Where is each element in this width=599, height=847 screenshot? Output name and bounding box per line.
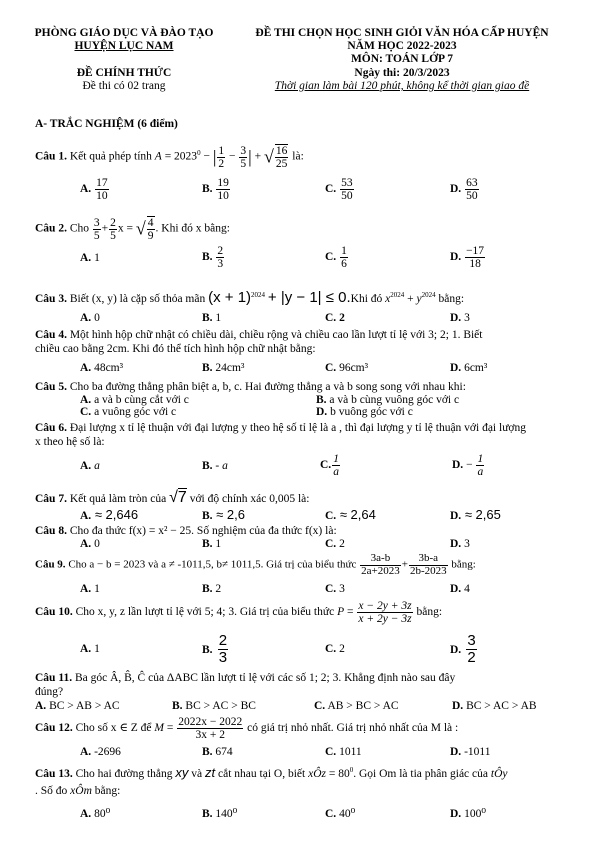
header-exam-date: Ngày thi: 20/3/2023: [354, 67, 450, 79]
question-11: Câu 11. Ba góc Â, B̂, Ĉ của ΔABC lần lượt tỉ lệ với các số 1; 2; 3. Khẳng định nào sau đây đúng?: [35, 672, 456, 698]
q10-option-a[interactable]: A. 1: [80, 643, 100, 655]
q13-option-c[interactable]: C. 40⁰: [325, 808, 356, 820]
question-13: Câu 13. Cho hai đường thẳng xy và zt cắt nhau tại O, biết xÔz = $80^0$. Gọi Om là tia phân giác của tÔy: [35, 765, 508, 780]
header-time: Thời gian làm bài 120 phút, không kể thời gian giao đề: [274, 80, 530, 92]
header-official: ĐỀ CHÍNH THỨC: [76, 67, 172, 79]
q12-option-a[interactable]: A. -2696: [80, 746, 121, 758]
q11-option-d[interactable]: D. BC > AC > AB: [452, 700, 537, 712]
q2-option-d[interactable]: D. $\frac{-17}{18}$: [450, 245, 485, 271]
q10-option-d[interactable]: D. $\frac{3}{2}$: [450, 632, 476, 666]
q4-option-b[interactable]: B. 24cm³: [202, 362, 245, 374]
question-4: Câu 4. Một hình hộp chữ nhật có chiều dài, chiều rộng và chiều cao lần lượt tỉ lệ với 3; 2; 1. Biết chiều cao bằng 2cm. Khi đó thể tích hình hộp chữ nhật bằng:: [35, 329, 483, 355]
question-9: Câu 9. Cho a − b = 2023 và a ≠ -1011,5, b≠ 1011,5. Giá trị của biểu thức $\frac{3a-b}{2a+2023}$ + $\frac{3b-a}{2b-2023}$ bằng:: [35, 552, 476, 577]
q13-option-b[interactable]: B. 140⁰: [202, 808, 238, 820]
q9-option-d[interactable]: D. 4: [450, 583, 470, 595]
q2-option-b[interactable]: B. $\frac{2}{3}$: [202, 245, 224, 271]
q4-option-a[interactable]: A. 48cm³: [80, 362, 124, 374]
q6-option-d[interactable]: D. − $\frac{1}{a}$: [452, 453, 484, 479]
q4-option-c[interactable]: C. 96cm³: [325, 362, 369, 374]
q5-option-b[interactable]: B. a và b cùng vuông góc với c: [316, 394, 460, 406]
q10-option-b[interactable]: B. $\frac{2}{3}$: [202, 632, 228, 666]
question-10: Câu 10. Cho x, y, z lần lượt tỉ lệ với 5; 4; 3. Giá trị của biểu thức P = $\frac{x - 2y + 3z}{x + 2y - 3z}$ bằng:: [35, 600, 443, 626]
q5-option-a[interactable]: A. a và b cùng cắt với c: [80, 394, 189, 406]
question-1: Câu 1. Kết quả phép tính $A = 2023^0$ − | $\frac{1}{2}$ − $\frac{3}{5}$ | + √ $\frac{16}{25}$ là:: [35, 144, 304, 171]
q3-option-a[interactable]: A. 0: [80, 312, 100, 324]
question-2: Câu 2. Cho $\frac{3}{5}$ + $\frac{2}{5}$ x = √ $\frac{4}{9}$ . Khi đó x bằng:: [35, 216, 230, 243]
q3-option-c[interactable]: C. 2: [325, 312, 345, 324]
header-department: PHÒNG GIÁO DỤC VÀ ĐÀO TẠO: [34, 27, 214, 39]
header-subject: MÔN: TOÁN LỚP 7: [350, 53, 454, 65]
q7-option-b[interactable]: B. ≈ 2,6: [202, 507, 245, 522]
q7-option-d[interactable]: D. ≈ 2,65: [450, 507, 501, 522]
q12-option-d[interactable]: D. -1011: [450, 746, 491, 758]
q12-option-c[interactable]: C. 1011: [325, 746, 362, 758]
q6-option-c[interactable]: C. $\frac{1}{a}$: [320, 453, 339, 479]
question-3: Câu 3. Biết (x, y) là cặp số thỏa mãn $(x + 1)^{2024} + |y - 1| \le 0.Khi$ đó $x^{2024} + y^{2024}$ bằng:: [35, 289, 465, 306]
q9-option-b[interactable]: B. 2: [202, 583, 222, 595]
q1-option-d[interactable]: D. $\frac{63}{50}$: [450, 177, 478, 203]
q10-option-c[interactable]: C. 2: [325, 643, 345, 655]
q5-option-c[interactable]: C. a vuông góc với c: [80, 406, 177, 418]
header-school-year: NĂM HỌC 2022-2023: [347, 40, 457, 52]
q9-option-a[interactable]: A. 1: [80, 583, 100, 595]
q11-option-b[interactable]: B. BC > AC > BC: [172, 700, 256, 712]
q8-option-d[interactable]: D. 3: [450, 538, 470, 550]
header-page-count: Đề thi có 02 trang: [82, 80, 166, 92]
q6-option-a[interactable]: A. a: [80, 460, 100, 472]
q3-option-d[interactable]: D. 3: [450, 312, 470, 324]
header-exam-title: ĐỀ THI CHỌN HỌC SINH GIỎI VĂN HÓA CẤP HUYỆN: [255, 27, 549, 39]
q9-option-c[interactable]: C. 3: [325, 583, 345, 595]
q2-option-c[interactable]: C. $\frac{1}{6}$: [325, 245, 347, 271]
question-5: Câu 5. Cho ba đường thẳng phân biệt a, b, c. Hai đường thẳng a và b song song với nhau khi:: [35, 381, 466, 393]
q1-option-b[interactable]: B. $\frac{19}{10}$: [202, 177, 229, 203]
question-6: Câu 6. Đại lượng x tỉ lệ thuận với đại lượng y theo hệ số tỉ lệ là a , thì đại lượng y tỉ lệ thuận với đại lượng x theo hệ số là:: [35, 422, 527, 448]
q12-option-b[interactable]: B. 674: [202, 746, 233, 758]
q7-option-c[interactable]: C. ≈ 2,64: [325, 507, 376, 522]
q7-option-a[interactable]: A. ≈ 2,646: [80, 507, 139, 522]
q8-option-b[interactable]: B. 1: [202, 538, 222, 550]
q13-option-d[interactable]: D. 100⁰: [450, 808, 486, 820]
q6-option-b[interactable]: B. - a: [202, 460, 228, 472]
q5-option-d[interactable]: D. b vuông góc với c: [316, 406, 413, 418]
question-8: Câu 8. Cho đa thức f(x) = x² − 25. Số nghiệm của đa thức f(x) là:: [35, 525, 337, 537]
q11-option-c[interactable]: C. AB > BC > AC: [314, 700, 399, 712]
q8-option-c[interactable]: C. 2: [325, 538, 345, 550]
question-12: Câu 12. Cho số x ∈ Z để M = $\frac{2022x - 2022}{3x + 2}$ có giá trị nhỏ nhất. Giá trị nhỏ nhất của M là :: [35, 716, 459, 742]
q11-option-a[interactable]: A. BC > AB > AC: [35, 700, 120, 712]
header-district: HUYỆN LỤC NAM: [74, 40, 174, 52]
q3-option-b[interactable]: B. 1: [202, 312, 222, 324]
q13-option-a[interactable]: A. 80⁰: [80, 808, 111, 820]
q4-option-d[interactable]: D. 6cm³: [450, 362, 488, 374]
question-13-line2: . Số đo xÔm bằng:: [35, 785, 121, 797]
q2-option-a[interactable]: A. 1: [80, 252, 100, 264]
section-a-title: A- TRẮC NGHIỆM (6 điểm): [35, 118, 178, 130]
q1-option-a[interactable]: A. $\frac{17}{10}$: [80, 177, 108, 203]
question-7: Câu 7. Kết quả làm tròn của √7 với độ chính xác 0,005 là:: [35, 489, 310, 506]
q8-option-a[interactable]: A. 0: [80, 538, 100, 550]
q1-option-c[interactable]: C. $\frac{53}{50}$: [325, 177, 353, 203]
